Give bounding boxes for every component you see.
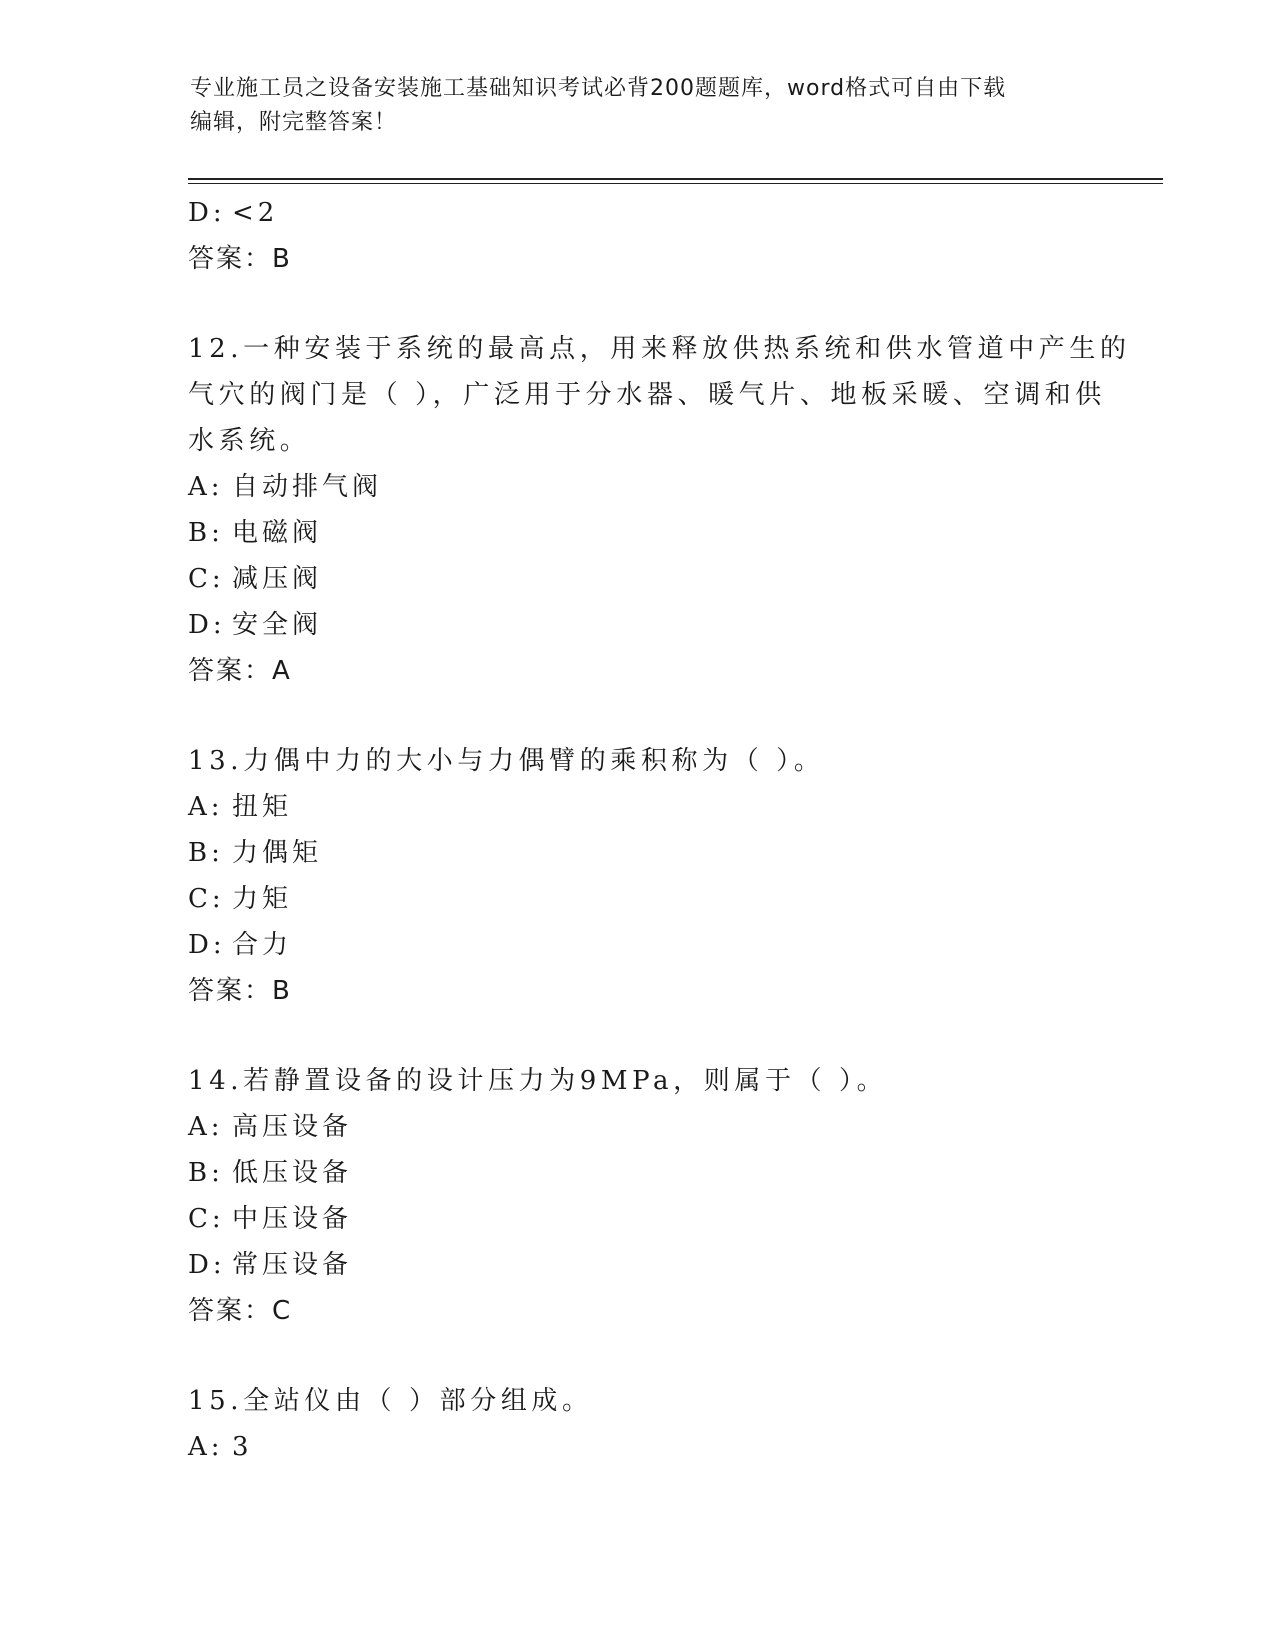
option-line xyxy=(188,1196,1088,1242)
header-title-line-2: 编辑，附完整答案！ xyxy=(190,110,398,135)
option-letter: D: xyxy=(188,198,226,228)
option-text: 电磁阀 xyxy=(232,518,323,548)
spacer xyxy=(188,282,1088,326)
document-header xyxy=(190,72,1090,140)
option-text: 力矩 xyxy=(232,884,293,914)
answer-line: 答案：B xyxy=(188,244,292,274)
option-letter: A: xyxy=(188,472,224,502)
option-line xyxy=(188,602,1088,648)
question-content xyxy=(188,190,1131,1470)
question-14-text: 14.若静置设备的设计压力为9MPa，则属于（ ）。 xyxy=(188,1066,888,1096)
option-letter: B: xyxy=(188,838,224,868)
header-rule-thick xyxy=(188,178,1163,180)
option-text: 扭矩 xyxy=(232,792,293,822)
question-12-text: 12.一种安装于系统的最高点，用来释放供热系统和供水管道中产生的 xyxy=(188,334,1131,364)
option-text: 常压设备 xyxy=(232,1250,353,1280)
option-letter: B: xyxy=(188,518,224,548)
option-line xyxy=(188,1424,1088,1470)
option-line xyxy=(188,1104,1088,1150)
option-line xyxy=(188,830,1088,876)
option-letter: D: xyxy=(188,1250,226,1280)
option-letter: B: xyxy=(188,1158,224,1188)
question-12-text: 水系统。 xyxy=(188,426,311,456)
option-line xyxy=(188,876,1088,922)
question-13-text: 13.力偶中力的大小与力偶臂的乘积称为（ ）。 xyxy=(188,746,825,776)
option-letter: A: xyxy=(188,1112,224,1142)
question-12-text: 气穴的阀门是（ ），广泛用于分水器、暖气片、地板采暖、空调和供 xyxy=(188,380,1106,410)
answer-line: 答案：C xyxy=(188,1296,293,1326)
option-letter: C: xyxy=(188,564,225,594)
option-letter: D: xyxy=(188,930,226,960)
option-line xyxy=(188,922,1088,968)
answer-line: 答案：A xyxy=(188,656,292,686)
option-letter: A: xyxy=(188,1432,224,1462)
option-letter: D: xyxy=(188,610,226,640)
option-line xyxy=(188,1150,1088,1196)
option-letter: A: xyxy=(188,792,224,822)
option-text: 合力 xyxy=(232,930,293,960)
option-line xyxy=(188,190,1088,236)
option-line xyxy=(188,1242,1088,1288)
header-rule-thin xyxy=(188,183,1163,184)
option-line xyxy=(188,784,1088,830)
option-text: 高压设备 xyxy=(232,1112,353,1142)
option-text: 中压设备 xyxy=(232,1204,353,1234)
spacer xyxy=(188,1014,1088,1058)
question-15-text: 15.全站仪由（ ）部分组成。 xyxy=(188,1386,593,1416)
header-title-line-1: 专业施工员之设备安装施工基础知识考试必背200题题库，word格式可自由下载 xyxy=(190,76,1007,101)
option-line xyxy=(188,464,1088,510)
option-text: 低压设备 xyxy=(232,1158,353,1188)
option-letter: C: xyxy=(188,1204,225,1234)
option-text: 3 xyxy=(232,1432,253,1462)
spacer xyxy=(188,694,1088,738)
option-text: 自动排气阀 xyxy=(232,472,383,502)
option-text: 减压阀 xyxy=(232,564,323,594)
option-letter: C: xyxy=(188,884,225,914)
option-line xyxy=(188,556,1088,602)
option-text: <2 xyxy=(232,198,279,228)
option-text: 力偶矩 xyxy=(232,838,323,868)
answer-line: 答案：B xyxy=(188,976,292,1006)
option-line xyxy=(188,510,1088,556)
option-text: 安全阀 xyxy=(232,610,323,640)
spacer xyxy=(188,1334,1088,1378)
